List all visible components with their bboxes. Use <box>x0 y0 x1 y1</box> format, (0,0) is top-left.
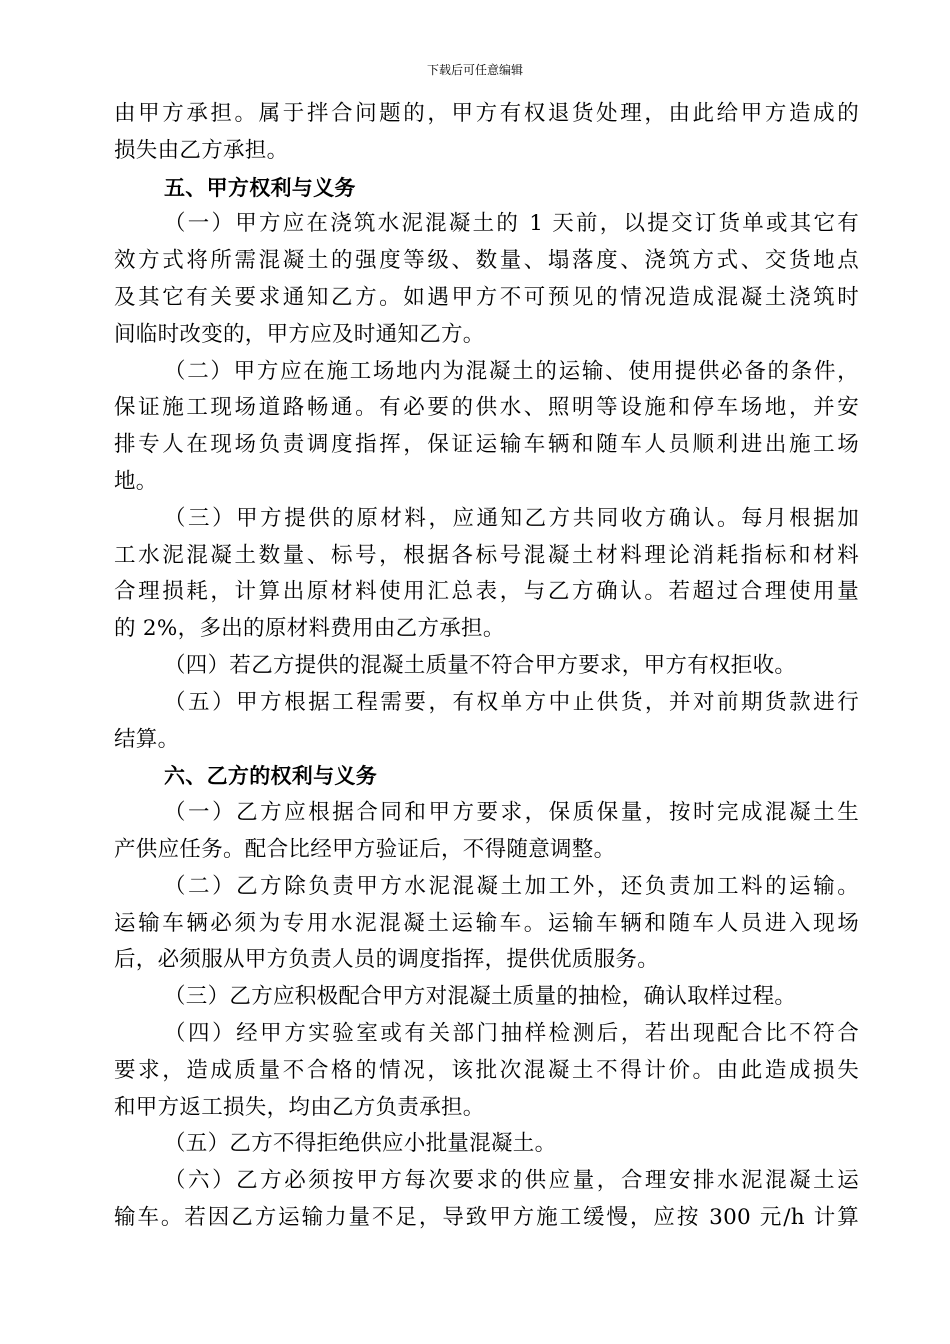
paragraph-line: 地。 <box>114 468 158 494</box>
paragraph-line: 结算。 <box>114 726 180 752</box>
paragraph-line: 要求，造成质量不合格的情况，该批次混凝土不得计价。由此造成损失 <box>114 1057 859 1083</box>
paragraph-line: （四）经甲方实验室或有关部门抽样检测后，若出现配合比不符合 <box>164 1020 859 1046</box>
paragraph-line: 工水泥混凝土数量、标号，根据各标号混凝土材料理论消耗指标和材料 <box>114 542 859 568</box>
paragraph-line: 效方式将所需混凝土的强度等级、数量、塌落度、浇筑方式、交货地点 <box>114 248 859 274</box>
document-body <box>114 96 859 1237</box>
paragraph-line: 由甲方承担。属于拌合问题的，甲方有权退货处理，由此给甲方造成的 <box>114 101 859 126</box>
paragraph-line: 后，必须服从甲方负责人员的调度指挥，提供优质服务。 <box>114 947 660 973</box>
paragraph-line: （二）甲方应在施工场地内为混凝土的运输、使用提供必备的条件， <box>164 358 859 384</box>
paragraph-line: 排专人在现场负责调度指挥，保证运输车辆和随车人员顺利进出施工场 <box>114 432 859 458</box>
paragraph-line: 的 2%，多出的原材料费用由乙方承担。 <box>114 616 505 642</box>
paragraph-line: （二）乙方除负责甲方水泥混凝土加工外，还负责加工料的运输。 <box>164 873 859 899</box>
paragraph-line: 运输车辆必须为专用水泥混凝土运输车。运输车辆和随车人员进入现场 <box>114 910 859 936</box>
paragraph-line: （三）甲方提供的原材料，应通知乙方共同收方确认。每月根据加 <box>164 505 859 531</box>
paragraph-line: 间临时改变的，甲方应及时通知乙方。 <box>114 321 485 347</box>
paragraph-line: （五）甲方根据工程需要，有权单方中止供货，并对前期货款进行 <box>164 689 859 715</box>
paragraph-line: 及其它有关要求通知乙方。如遇甲方不可预见的情况造成混凝土浇筑时 <box>114 284 859 310</box>
paragraph-line: 合理损耗，计算出原材料使用汇总表，与乙方确认。若超过合理使用量 <box>114 579 859 605</box>
paragraph-line: （五）乙方不得拒绝供应小批量混凝土。 <box>164 1131 557 1157</box>
paragraph-line: （三）乙方应积极配合甲方对混凝土质量的抽检，确认取样过程。 <box>164 984 797 1010</box>
paragraph-line: 产供应任务。配合比经甲方验证后，不得随意调整。 <box>114 836 616 862</box>
section-heading: 五、甲方权利与义务 <box>164 175 356 200</box>
paragraph-line: （六）乙方必须按甲方每次要求的供应量，合理安排水泥混凝土运 <box>164 1168 859 1194</box>
header-note: 下载后可任意编辑 <box>426 63 523 77</box>
section-heading: 六、乙方的权利与义务 <box>164 764 377 789</box>
paragraph-line: 保证施工现场道路畅通。有必要的供水、照明等设施和停车场地，并安 <box>114 395 859 421</box>
paragraph-line: （一）甲方应在浇筑水泥混凝土的 1 天前，以提交订货单或其它有 <box>164 211 859 237</box>
paragraph-line: （四）若乙方提供的混凝土质量不符合甲方要求，甲方有权拒收。 <box>164 652 797 678</box>
paragraph-line: 损失由乙方承担。 <box>114 137 289 163</box>
paragraph-line: 输车。若因乙方运输力量不足，导致甲方施工缓慢，应按 300 元/h 计算 <box>114 1204 859 1230</box>
paragraph-line: 和甲方返工损失，均由乙方负责承担。 <box>114 1094 485 1120</box>
paragraph-line: （一）乙方应根据合同和甲方要求，保质保量，按时完成混凝土生 <box>164 800 859 826</box>
